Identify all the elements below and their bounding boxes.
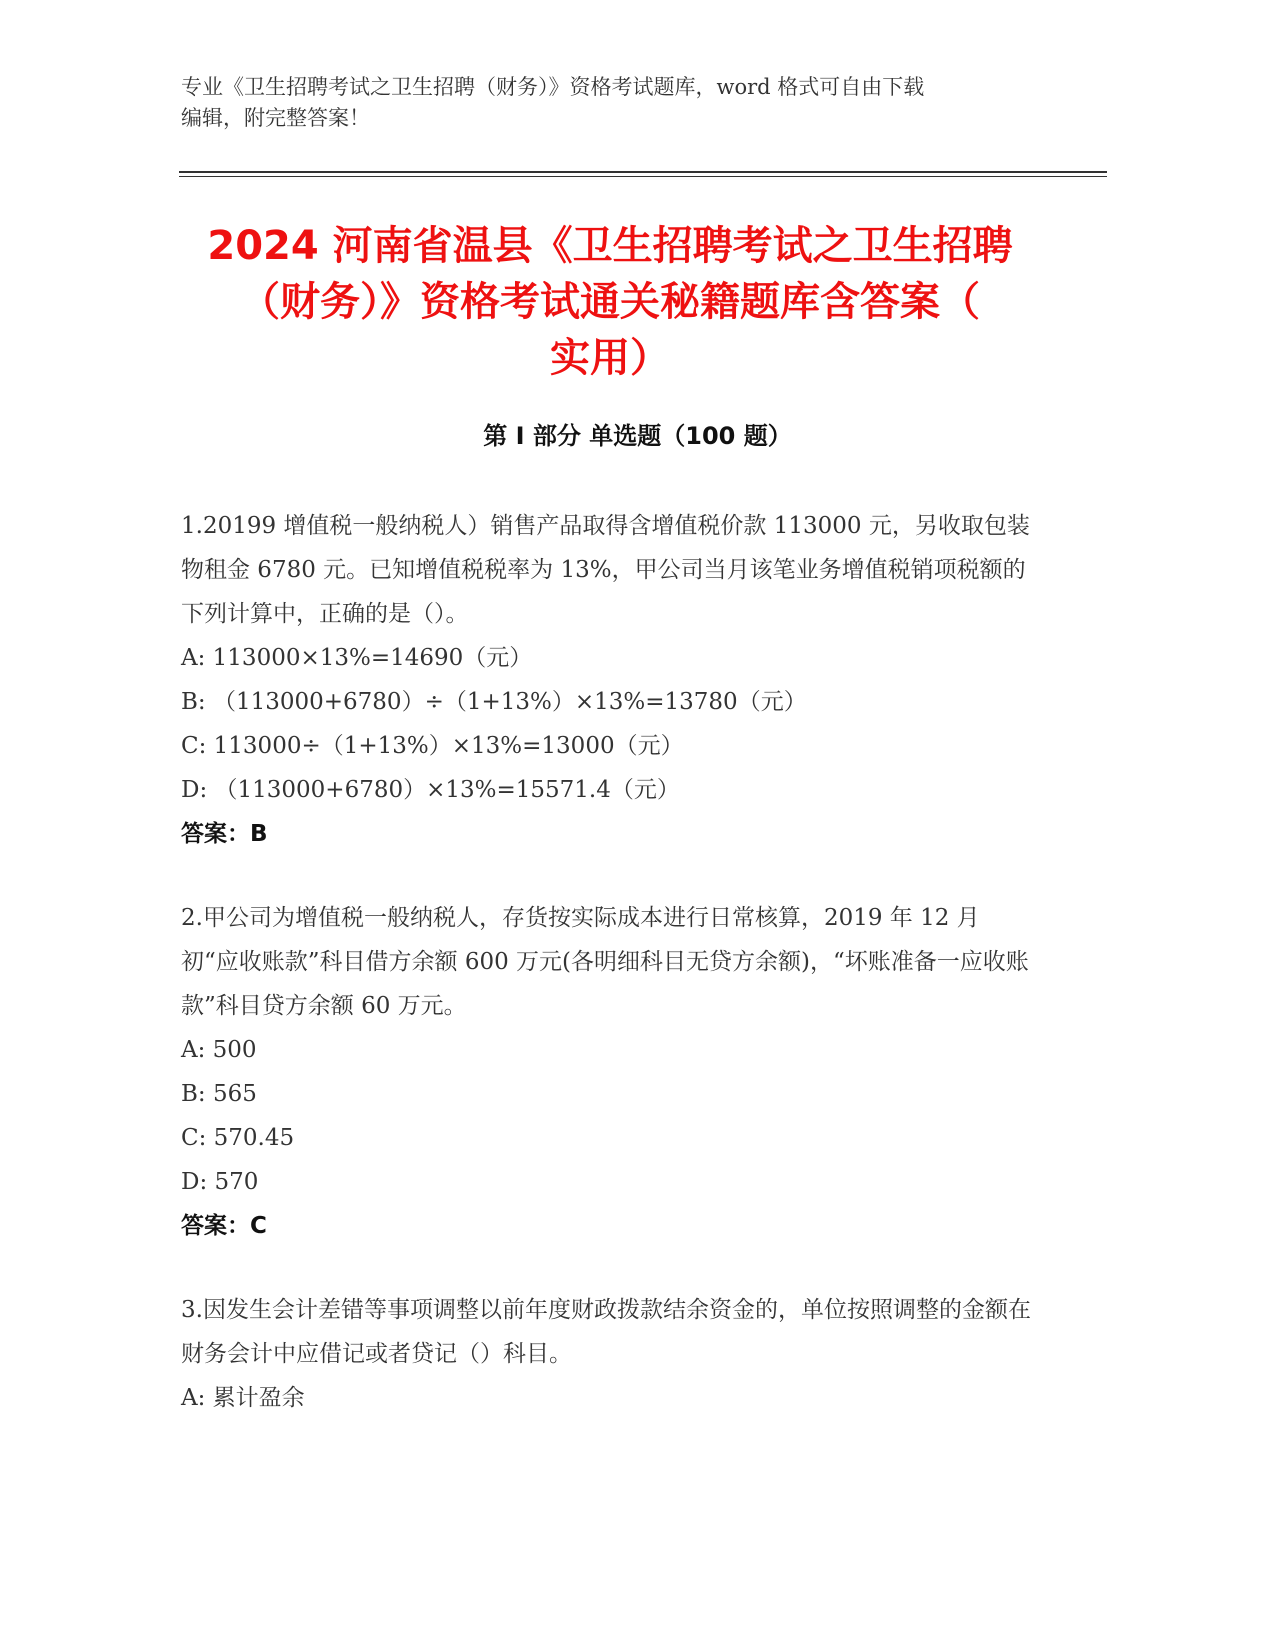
- question-block: [181, 1288, 1031, 1420]
- answer-option: C: 570.45: [181, 1125, 295, 1151]
- question-block: [181, 504, 1031, 856]
- question-block: [181, 896, 1031, 1248]
- question-stem: 1.20199 增值税一般纳税人）销售产品取得含增值税价款 113000 元，另收取包装物租金 6780 元。已知增值税税率为 13%，甲公司当月该笔业务增值税销项税额的下列计算中，正确的是（）。: [181, 513, 1030, 627]
- header-note-line: 专业《卫生招聘考试之卫生招聘（财务）》资格考试题库，word 格式可自由下载: [181, 75, 925, 99]
- question-stem: 3.因发生会计差错等事项调整以前年度财政拨款结余资金的，单位按照调整的金额在财务会计中应借记或者贷记（）科目。: [181, 1297, 1031, 1367]
- document-title: [160, 218, 1060, 386]
- answer-option: D: （113000+6780）×13%=15571.4（元）: [181, 777, 680, 803]
- answer-option: D: 570: [181, 1169, 259, 1195]
- answer-key: 答案：B: [181, 821, 268, 847]
- section-heading: 第 I 部分 单选题（100 题）: [483, 422, 792, 450]
- answer-option: B: 565: [181, 1081, 257, 1107]
- title-line: 实用）: [550, 335, 670, 381]
- header-note-line: 编辑，附完整答案！: [181, 106, 370, 130]
- answer-option: B: （113000+6780）÷（1+13%）×13%=13780（元）: [181, 689, 807, 715]
- answer-option: A: 113000×13%=14690（元）: [181, 645, 533, 671]
- header-divider: [179, 171, 1107, 173]
- answer-option: A: 累计盈余: [181, 1385, 305, 1411]
- answer-key: 答案：C: [181, 1213, 267, 1239]
- answer-option: A: 500: [181, 1037, 257, 1063]
- header-note: [181, 72, 1081, 134]
- title-line: 2024 河南省温县《卫生招聘考试之卫生招聘: [207, 223, 1013, 269]
- answer-option: C: 113000÷（1+13%）×13%=13000（元）: [181, 733, 684, 759]
- question-stem: 2.甲公司为增值税一般纳税人，存货按实际成本进行日常核算，2019 年 12 月初“应收账款”科目借方余额 600 万元(各明细科目无贷方余额)，“坏账准备一应收账款”科目贷方余额 60 万元。: [181, 905, 1029, 1019]
- title-line: （财务）》资格考试通关秘籍题库含答案（: [240, 279, 980, 325]
- header-divider: [179, 176, 1107, 177]
